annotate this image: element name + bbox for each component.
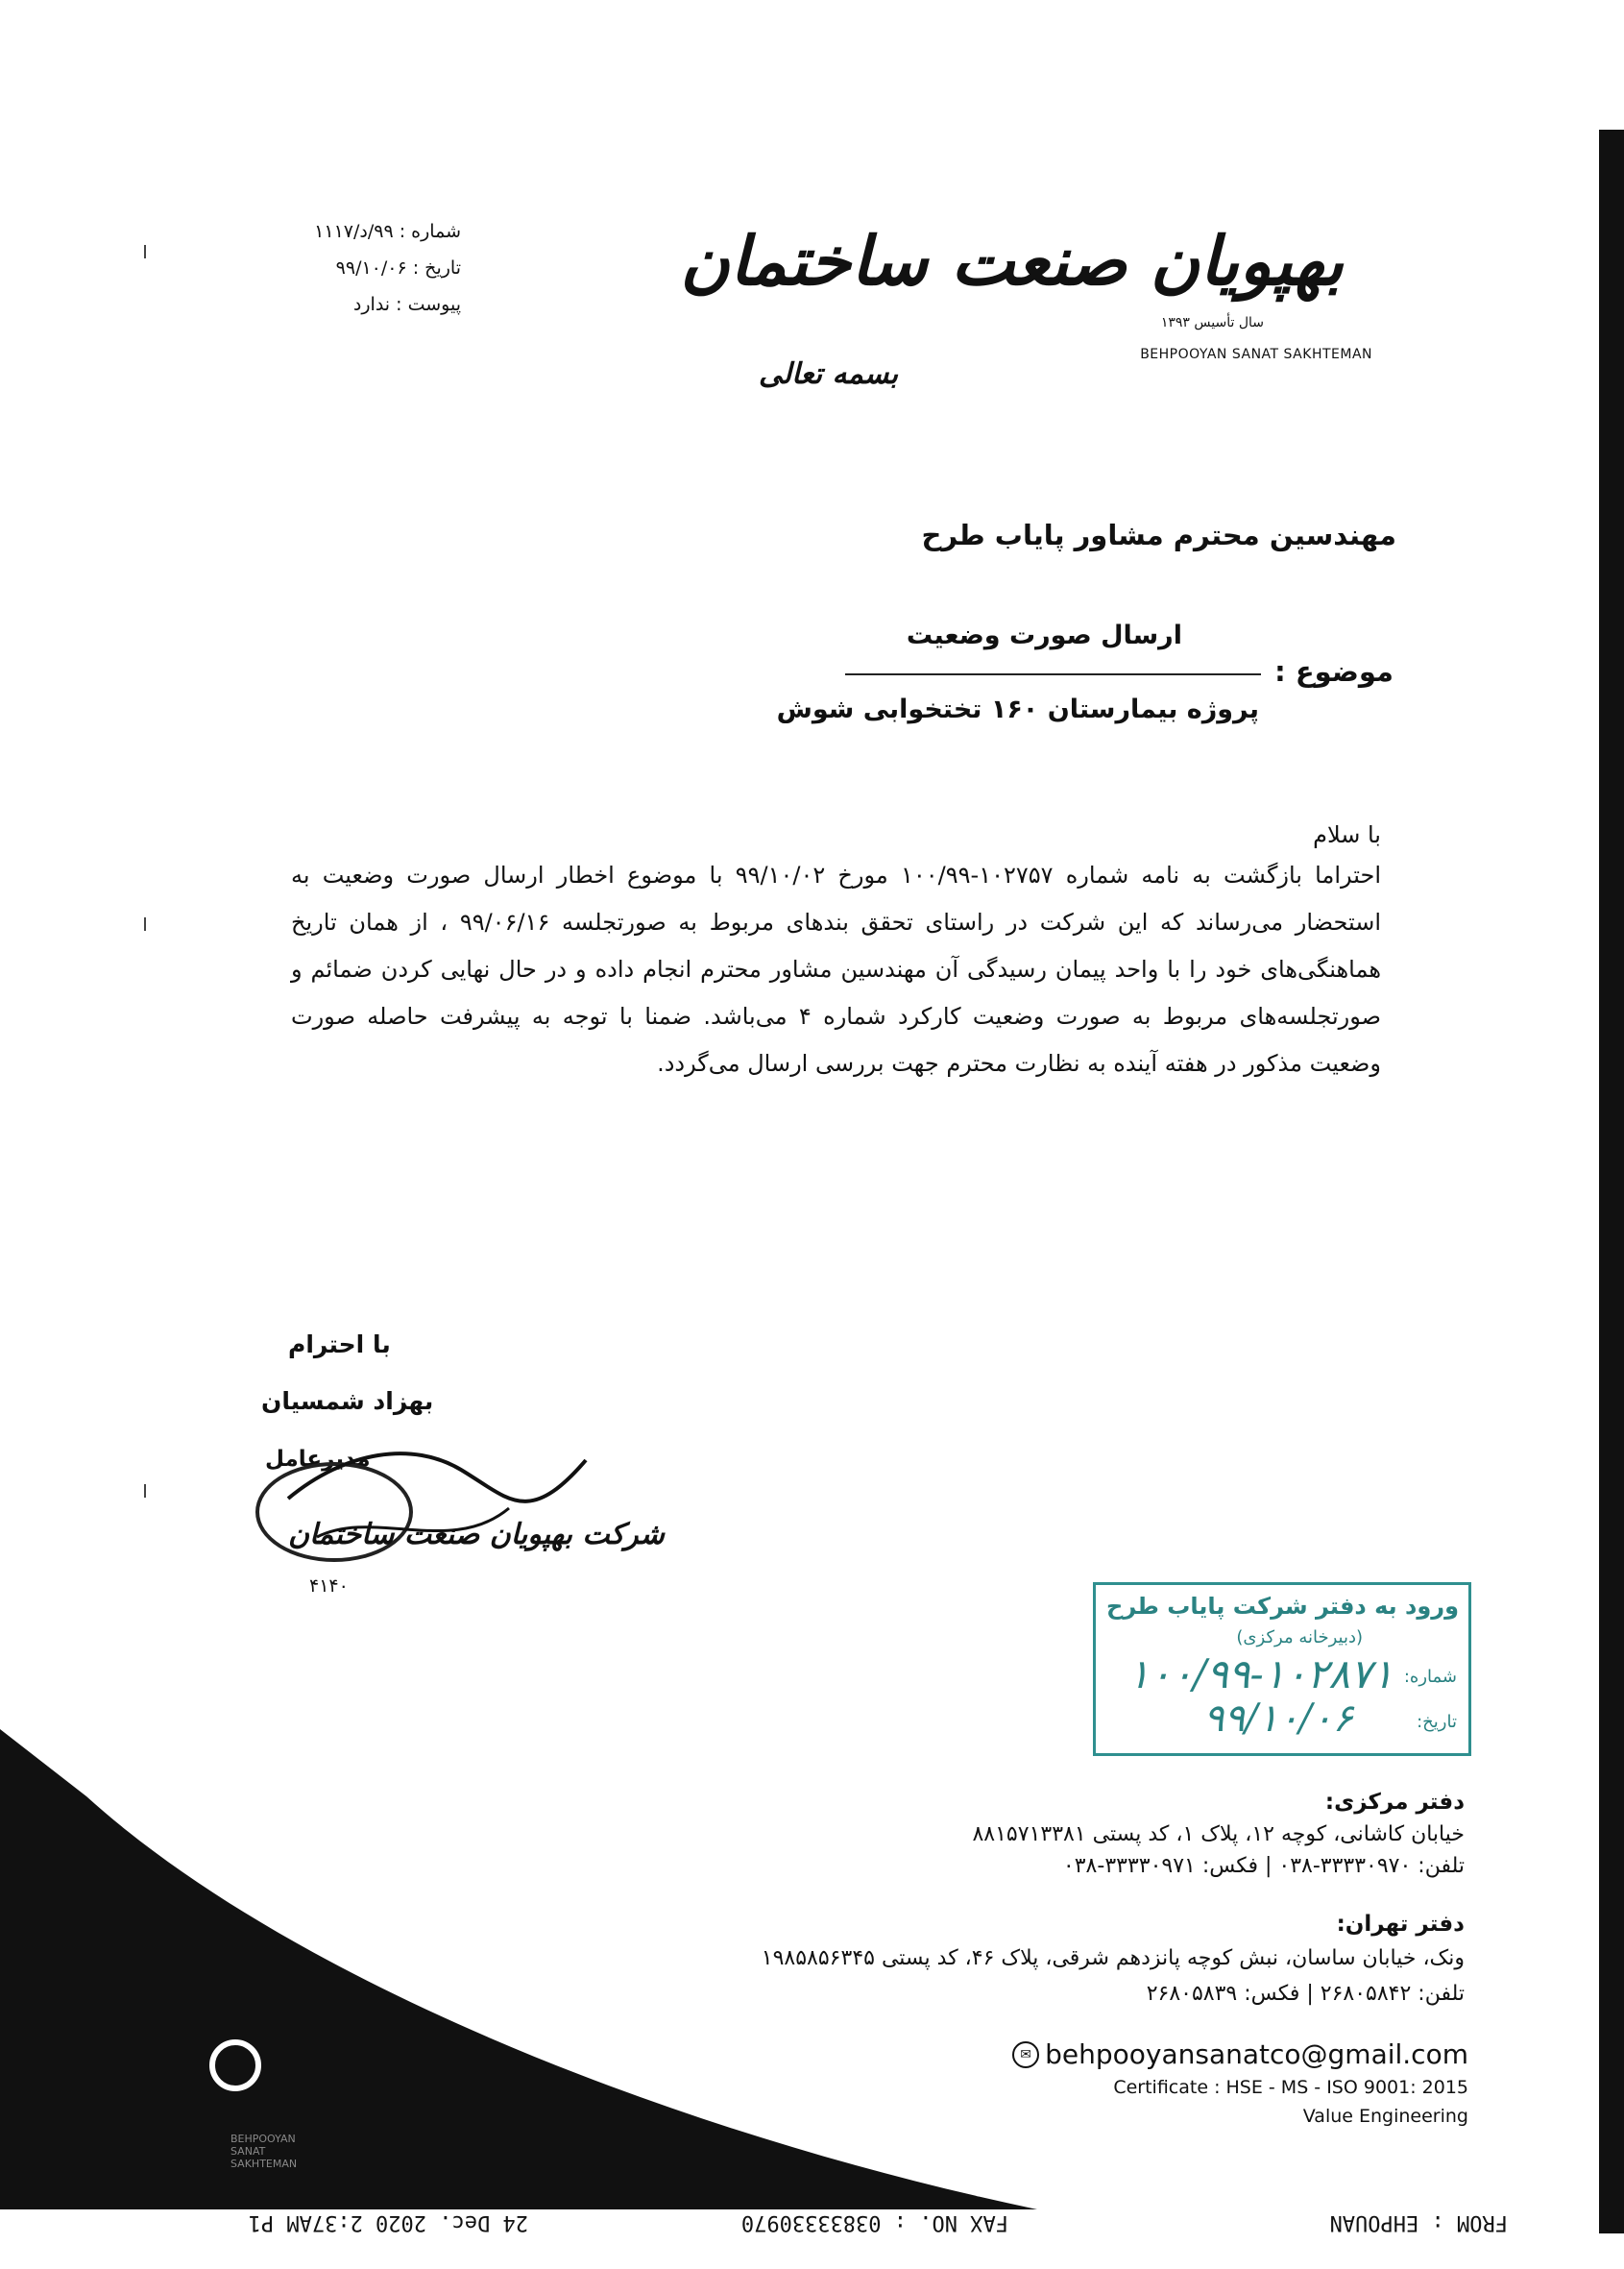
letter-body: احتراما بازگشت به نامه شماره ۱۰۲۷۵۷-۱۰۰/۹۹ مورخ ۹۹/۱۰/۰۲ با موضوع اخطار ارسال صورت وضعیت به استحضار می‌رساند که این شرکت در راستای تحقق بندهای مربوط به صورتجلسه ۹۹/۰۶/۱۶ ، از همان تاریخ هماهنگی‌های خود را با واحد پیمان رسیدگی آن مهندسین مشاور محترم انجام داده و در حال نهایی کردن ضمائم و صورتجلسه‌های مربوط به صورت وضعیت کارکرد شماره ۴ می‌باشد. ضمنا با توجه به پیشرفت حاصله صورت وضعیت مذکور در هفته آینده به نظارت محترم جهت بررسی ارسال می‌گردد. — [291, 862, 1381, 1077]
fax-date: 24 Dec. 2020 2:37AM P1 — [248, 2210, 528, 2234]
recipient: مهندسین محترم مشاور پایاب طرح — [921, 519, 1396, 551]
scan-mark — [144, 917, 146, 931]
letter-date: تاریخ : ۹۹/۱۰/۰۶ — [335, 257, 461, 279]
central-office-address: خیابان کاشانی، کوچه ۱۲، پلاک ۱، کد پستی ۸۸۱۵۷۱۳۳۸۱ — [972, 1822, 1465, 1846]
value-engineering: Value Engineering — [1302, 2106, 1468, 2127]
scan-mark — [144, 245, 146, 258]
seal-number: ۴۱۴۰ — [309, 1575, 349, 1597]
stamp-number-value: ۱۰۰/۹۹-۱۰۲۸۷۱ — [1127, 1650, 1394, 1697]
tehran-office-address: ونک، خیابان ساسان، نبش کوچه پانزدهم شرقی، پلاک ۴۶، کد پستی ۱۹۸۵۸۵۶۳۴۵ — [761, 1946, 1465, 1970]
central-office-heading: دفتر مرکزی: — [1324, 1790, 1465, 1815]
bismillah: بسمه تعالی — [759, 357, 899, 391]
subject-line-1: ارسال صورت وضعیت — [906, 621, 1182, 650]
company-logo-persian: بهپویان صنعت ساختمان — [680, 221, 1344, 301]
fax-from: FROM : EHPOUAN — [1329, 2210, 1508, 2234]
central-office-phones: تلفن: ۳۳۳۳۰۹۷۰-۰۳۸ | فکس: ۳۳۳۳۰۹۷۱-۰۳۸ — [1062, 1854, 1465, 1878]
subject-label: موضوع : — [1274, 655, 1394, 688]
letter-meta — [288, 213, 461, 323]
contact-email — [1012, 2038, 1468, 2070]
scan-mark — [144, 1484, 146, 1498]
letter-attachment: پیوست : ندارد — [352, 294, 461, 315]
tehran-office-heading: دفتر تهران: — [1336, 1912, 1465, 1937]
email-icon: ✉ — [1012, 2041, 1039, 2068]
tehran-office-phones: تلفن: ۲۶۸۰۵۸۴۲ | فکس: ۲۶۸۰۵۸۳۹ — [1146, 1982, 1465, 2006]
signer-name: بهزاد شمسیان — [261, 1387, 434, 1415]
stamp-date-value: ۹۹/۱۰/۰۶ — [1203, 1696, 1353, 1741]
scan-edge-bar — [1599, 130, 1624, 2233]
received-stamp — [1093, 1582, 1471, 1756]
company-logo-english: BEHPOOYAN SANAT SAKHTEMAN — [1140, 347, 1372, 362]
seal-text: شرکت بهپویان صنعت ساختمان — [288, 1518, 665, 1551]
footer-logo: BEHPOOYAN SANAT SAKHTEMAN — [230, 2133, 298, 2170]
stamp-number-label: شماره: — [1403, 1667, 1457, 1687]
letter-number: شماره : ۹۹/د/۱۱۱۷ — [314, 221, 461, 242]
signer-title: مدیرعامل — [265, 1447, 371, 1472]
email-address: behpooyansanatco@gmail.com — [1045, 2038, 1468, 2070]
fax-header — [144, 2204, 1508, 2238]
closing: با احترام — [288, 1330, 391, 1358]
stamp-date-label: تاریخ: — [1417, 1712, 1457, 1732]
greeting: با سلام — [1313, 821, 1381, 848]
stamp-subtitle: (دبیرخانه مرکزی) — [1236, 1627, 1363, 1647]
stamp-title: ورود به دفتر شرکت پایاب طرح — [1106, 1593, 1459, 1620]
subject-line-2: پروژه بیمارستان ۱۶۰ تختخوابی شوش — [776, 695, 1259, 724]
certificate: Certificate : HSE - MS - ISO 9001: 2015 — [1113, 2077, 1468, 2098]
fax-number: FAX NO. : 03833330970 — [740, 2210, 1008, 2234]
subject-divider — [845, 673, 1261, 675]
company-logo-year: سال تأسیس ۱۳۹۳ — [1160, 315, 1264, 330]
